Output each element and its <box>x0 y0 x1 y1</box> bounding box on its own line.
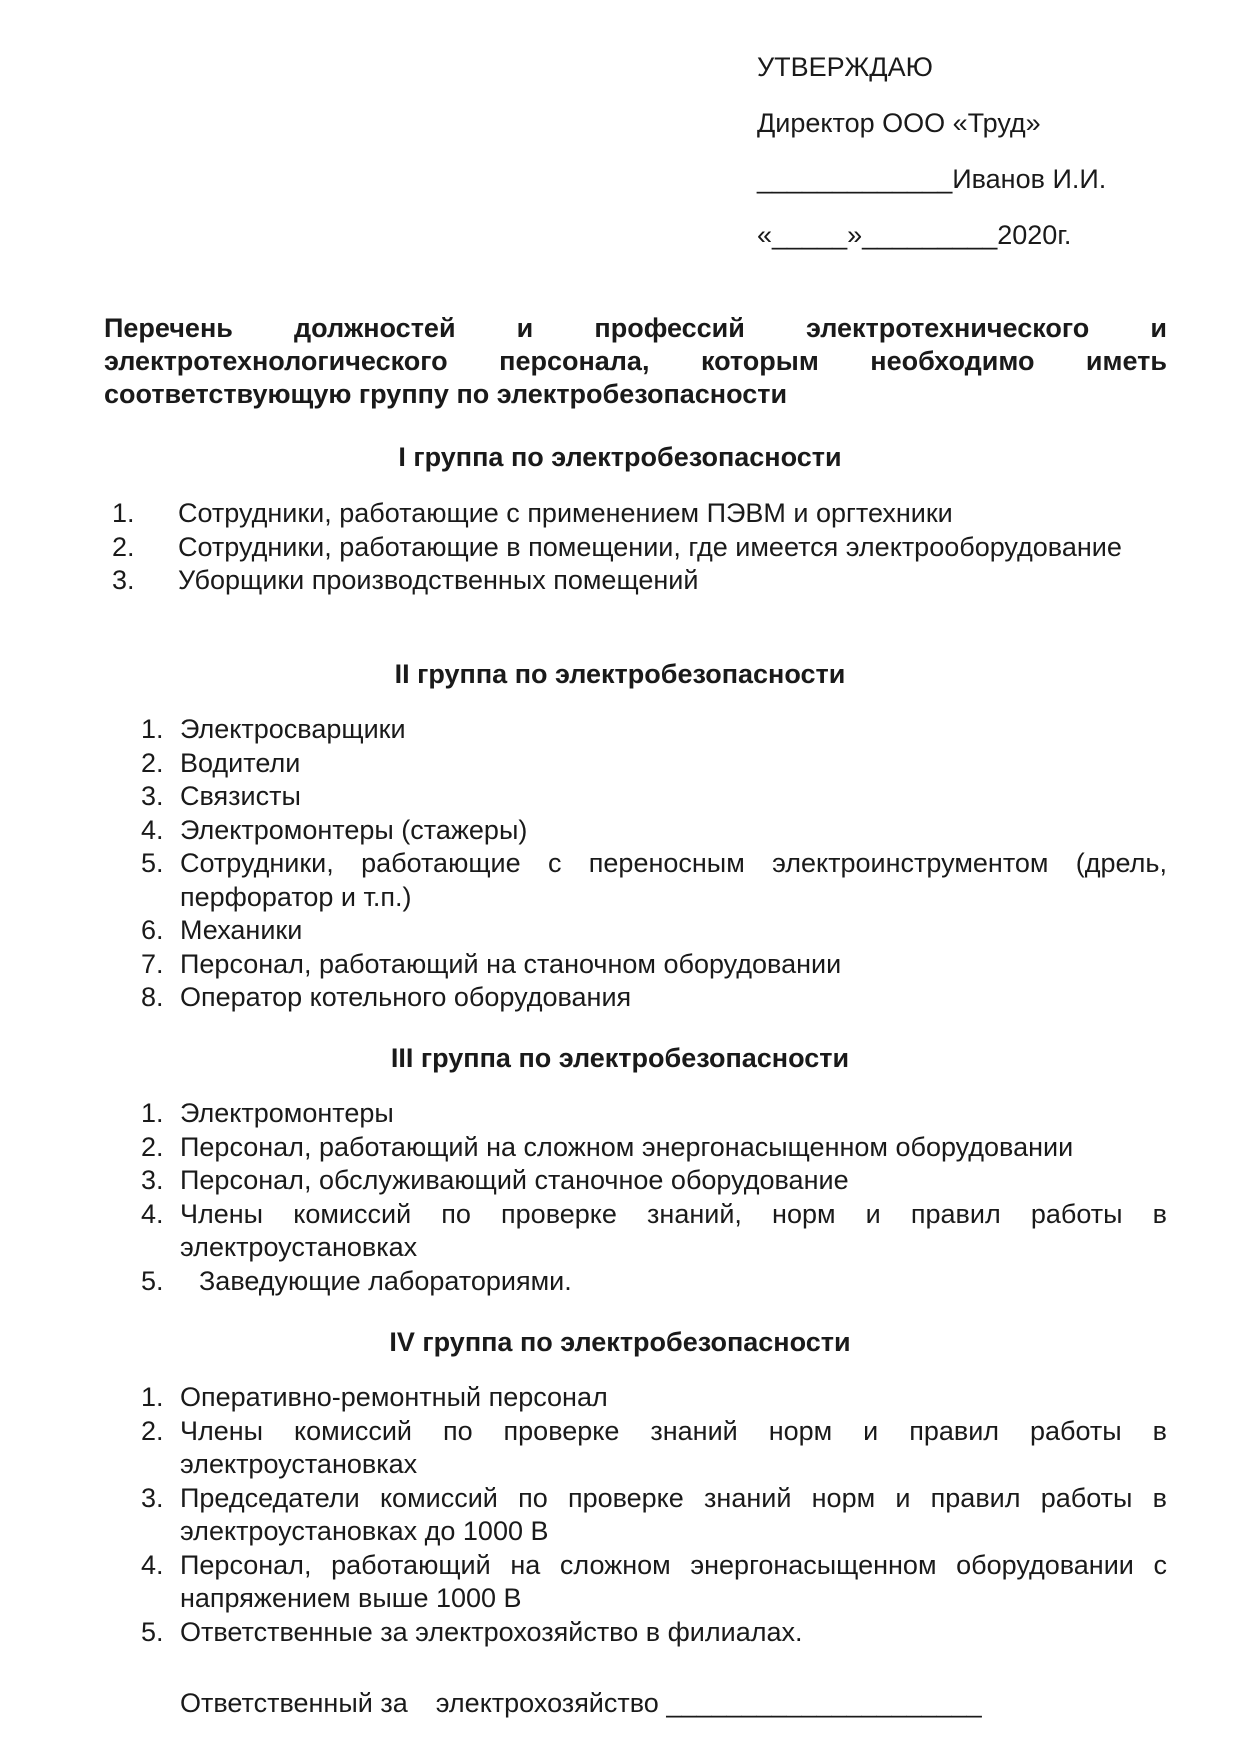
item-number: 2. <box>141 747 164 778</box>
item-text: Заведующие лабораториями. <box>199 1265 572 1296</box>
list-item <box>0 713 1167 747</box>
item-number: 6. <box>141 915 164 945</box>
item-text: Персонал, работающий на сложном энергонасыщенном оборудовании с напряжением выше 1000 В <box>180 1549 1167 1613</box>
list-item <box>0 948 1167 982</box>
responsible-signature-line <box>180 1686 982 1720</box>
item-text: Сотрудники, работающие с применением ПЭВМ и оргтехники <box>178 498 953 528</box>
item-text: Председатели комиссий по проверке знаний норм и правил работы в электроустановках до 1000 В <box>180 1482 1167 1546</box>
item-number: 4. <box>141 1549 164 1580</box>
item-text: Водители <box>180 747 301 778</box>
approval-block <box>757 50 1197 274</box>
item-number: 3. <box>112 565 135 595</box>
list-item <box>0 497 1167 531</box>
item-number: 2. <box>141 1415 164 1446</box>
list-item <box>0 1482 1167 1549</box>
list-item <box>0 1265 1167 1299</box>
item-text: Электросварщики <box>180 714 406 744</box>
item-text: Механики <box>180 915 303 945</box>
list-item <box>0 814 1167 848</box>
list-item <box>0 1131 1167 1165</box>
item-number: 7. <box>141 948 164 979</box>
group-4-list <box>0 1381 1167 1649</box>
item-text: Оперативно-ремонтный персонал <box>180 1382 608 1412</box>
item-text: Персонал, работающий на станочном оборудовании <box>180 948 842 979</box>
item-text: Электромонтеры (стажеры) <box>180 814 528 845</box>
item-number: 3. <box>141 1482 164 1513</box>
item-number: 5. <box>141 1616 164 1647</box>
item-number: 3. <box>141 1165 164 1195</box>
item-text: Электромонтеры <box>180 1098 394 1128</box>
responsible-label: Ответственный за <box>180 1688 408 1718</box>
list-item <box>0 1415 1167 1482</box>
item-number: 8. <box>141 982 164 1012</box>
document-title: Перечень должностей и профессий электротехнического и электротехнологического персонала, которым необходимо иметь соответствующую группу по электробезопасности <box>104 313 1167 409</box>
list-item <box>0 531 1167 565</box>
item-text: Связисты <box>180 781 301 811</box>
list-item <box>0 747 1167 781</box>
group-1-list <box>0 497 1167 598</box>
group-2-list <box>0 713 1167 1015</box>
item-number: 1. <box>141 1382 164 1412</box>
item-number: 3. <box>141 781 164 811</box>
list-item <box>0 1616 1167 1650</box>
item-text: Персонал, работающий на сложном энергонасыщенном оборудовании <box>180 1131 1074 1162</box>
list-item <box>0 1097 1167 1131</box>
approver-position: Директор ООО «Труд» <box>757 108 1041 138</box>
list-item <box>0 780 1167 814</box>
item-number: 2. <box>112 531 135 562</box>
item-text: Члены комиссий по проверке знаний, норм и правил работы в электроустановках <box>180 1198 1167 1262</box>
item-text: Сотрудники, работающие в помещении, где имеется электрооборудование <box>178 531 1122 562</box>
group-1-heading: I группа по электробезопасности <box>398 442 842 472</box>
approval-stamp: УТВЕРЖДАЮ <box>757 52 933 82</box>
list-item <box>0 981 1167 1015</box>
group-2-heading: II группа по электробезопасности <box>394 659 846 689</box>
item-number: 1. <box>112 498 135 528</box>
list-item <box>0 1198 1167 1265</box>
item-number: 1. <box>141 714 164 744</box>
item-number: 1. <box>141 1098 164 1128</box>
item-text: Уборщики производственных помещений <box>178 565 699 595</box>
list-item <box>0 847 1167 914</box>
item-number: 4. <box>141 1198 164 1229</box>
item-text: Ответственные за электрохозяйство в филиалах. <box>180 1616 803 1647</box>
approver-signature-line: _____________Иванов И.И. <box>757 164 1107 194</box>
item-text: Члены комиссий по проверке знаний норм и правил работы в электроустановках <box>180 1415 1167 1479</box>
item-number: 5. <box>141 848 164 878</box>
item-number: 5. <box>141 1265 164 1296</box>
item-text: Персонал, обслуживающий станочное оборудование <box>180 1165 849 1195</box>
item-number: 2. <box>141 1131 164 1162</box>
item-text: Сотрудники, работающие с переносным электроинструментом (дрель, перфоратор и т.п.) <box>180 848 1167 912</box>
responsible-signature-blank: электрохозяйство _____________________ <box>435 1688 982 1718</box>
list-item <box>0 564 1167 598</box>
list-item <box>0 1164 1167 1198</box>
list-item <box>0 914 1167 948</box>
item-text: Оператор котельного оборудования <box>180 982 632 1012</box>
group-4-heading: IV группа по электробезопасности <box>389 1327 851 1357</box>
list-item <box>0 1549 1167 1616</box>
item-number: 4. <box>141 814 164 845</box>
list-item <box>0 1381 1167 1415</box>
group-3-heading: III группа по электробезопасности <box>390 1043 850 1073</box>
group-3-list <box>0 1097 1167 1298</box>
approval-date-line: «_____»_________2020г. <box>757 220 1072 250</box>
